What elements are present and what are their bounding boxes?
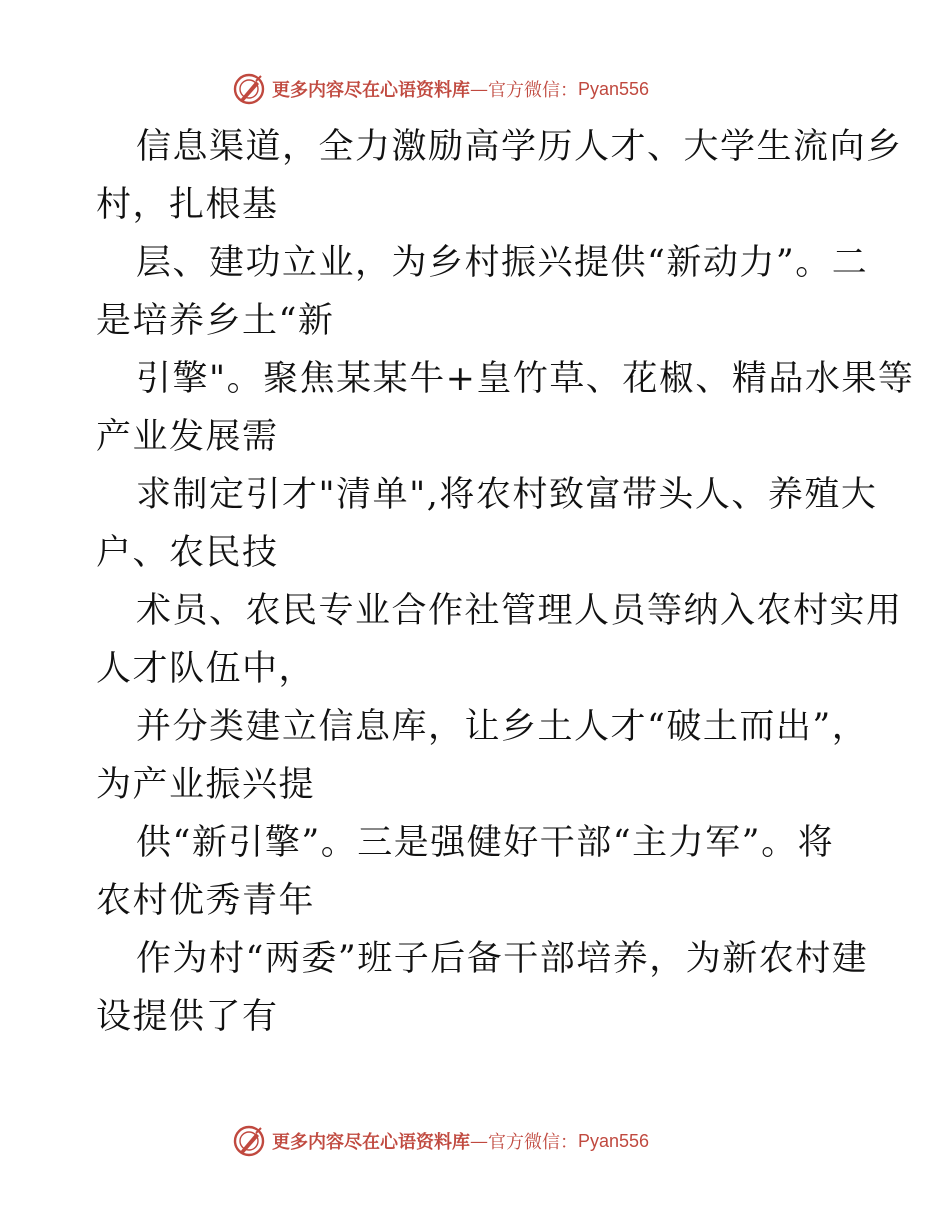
footer-brand-text: 更多内容尽在心语资料库 <box>272 1132 470 1153</box>
footer-dash: — <box>470 1130 488 1152</box>
header-brand-text: 更多内容尽在心语资料库 <box>272 80 470 101</box>
body-line: 户、农民技 <box>96 533 279 573</box>
body-line: 信息渠道，全力激励高学历人才、大学生流向乡 <box>136 127 903 167</box>
header-banner <box>232 72 649 106</box>
body-line: 并分类建立信息库，让乡土人才“破土而出”， <box>136 707 869 747</box>
body-line: 引擎"。聚焦某某牛+皇竹草、花椒、精品水果等 <box>136 359 915 399</box>
body-line: 层、建功立业，为乡村振兴提供“新动力”。二 <box>136 243 869 283</box>
body-line: 产业发展需 <box>96 417 279 457</box>
body-line: 村，扎根基 <box>96 185 279 225</box>
header-wechat-label: 官方微信： <box>488 80 578 101</box>
header-dash: — <box>470 78 488 100</box>
body-line: 求制定引才"清单",将农村致富带头人、养殖大 <box>136 475 878 515</box>
body-line: 农村优秀青年 <box>96 881 316 921</box>
body-line: 人才队伍中， <box>96 649 316 689</box>
body-text <box>96 118 915 1046</box>
body-line: 作为村“两委”班子后备干部培养，为新农村建 <box>136 939 869 979</box>
footer-wechat-label: 官方微信： <box>488 1132 578 1153</box>
body-line: 设提供了有 <box>96 997 279 1037</box>
body-line: 供“新引擎”。三是强健好干部“主力军”。将 <box>136 823 835 863</box>
body-line: 术员、农民专业合作社管理人员等纳入农村实用 <box>136 591 903 631</box>
quill-logo-icon <box>232 72 266 106</box>
footer-banner <box>232 1124 649 1158</box>
body-line: 为产业振兴提 <box>96 765 316 805</box>
footer-wechat-id: Pyan556 <box>578 1130 650 1151</box>
quill-logo-icon <box>232 1124 266 1158</box>
body-line: 是培养乡土“新 <box>96 301 335 341</box>
header-wechat-id: Pyan556 <box>578 78 650 99</box>
